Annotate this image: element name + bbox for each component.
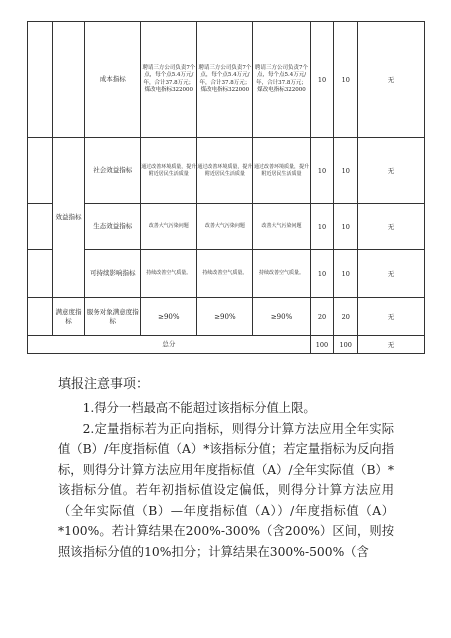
notes-body — [58, 398, 394, 562]
table-row-sustain — [28, 250, 425, 298]
indicator-plan: 持续改善空气质量。 — [141, 250, 197, 298]
indicator-target: 改善大气污染问题 — [197, 204, 253, 250]
score-max: 10 — [310, 22, 334, 138]
indicator-label: 成本指标 — [85, 22, 141, 138]
remark: 无 — [358, 250, 425, 298]
table-row-satisfaction — [28, 298, 425, 336]
total-remark: 无 — [358, 336, 425, 354]
total-score: 100 — [334, 336, 358, 354]
remark: 无 — [358, 138, 425, 204]
indicator-target: 持续改善空气质量。 — [197, 250, 253, 298]
indicator-plan: 聘请三方公司负责7个点，每个点5.4万元/年，合计37.8万元；煤改电指标322000 — [141, 22, 197, 138]
table-row-cost — [28, 22, 425, 138]
indicator-label: 可持续影响指标 — [85, 250, 141, 298]
indicator-label: 社会效益指标 — [85, 138, 141, 204]
indicator-plan: 改善大气污染问题 — [141, 204, 197, 250]
score-max: 10 — [310, 204, 334, 250]
empty-cell — [52, 22, 84, 138]
empty-cell — [28, 22, 53, 138]
total-label: 总分 — [28, 336, 311, 354]
performance-indicator-table — [27, 21, 425, 354]
remark: 无 — [358, 204, 425, 250]
score: 20 — [334, 298, 358, 336]
score-max: 10 — [310, 250, 334, 298]
score: 10 — [334, 22, 358, 138]
indicator-actual: 通过改善环境质量，提升附近居民生活质量 — [253, 138, 310, 204]
indicator-target: 聘请三方公司负责7个点，每个点5.4万元/年，合计37.8万元；煤改电指标322000 — [197, 22, 253, 138]
empty-cell — [28, 250, 53, 298]
remark: 无 — [358, 298, 425, 336]
note-item-1: 1.得分一档最高不能超过该指标分值上限。 — [82, 401, 316, 415]
indicator-actual: 改善大气污染问题 — [253, 204, 310, 250]
score-max: 10 — [310, 138, 334, 204]
score: 10 — [334, 250, 358, 298]
indicator-actual: 持续改善空气质量。 — [253, 250, 310, 298]
indicator-plan: ≥90% — [141, 298, 197, 336]
empty-cell — [28, 298, 53, 336]
empty-cell — [28, 204, 53, 250]
empty-cell — [28, 138, 53, 204]
indicator-label: 生态效益指标 — [85, 204, 141, 250]
table-row-eco — [28, 204, 425, 250]
indicator-actual: 聘请三方公司负责7个点，每个点5.4万元/年，合计37.8万元；煤改电指标322000 — [253, 22, 310, 138]
total-score-max: 100 — [310, 336, 334, 354]
indicator-label: 服务对象满意度指标 — [85, 298, 141, 336]
satisfaction-group-label: 满意度指标 — [52, 298, 84, 336]
benefit-group-label: 效益指标 — [52, 138, 84, 298]
note-item-2: 2.定量指标若为正向指标，则得分计算方法应用全年实际值（B）/年度指标值（A）*该指标分值；若定量指标为反向指标，则得分计算方法应用年度指标值（A）/全年实际值（B）*该指标分值。若年初指标值设定偏低，则得分计算方法应用（全年实际值（B）—年度指标值（A））/年度指标值（A）*100%。若计算结果在200%-300%（含200%）区间，则按照该指标分值的10%扣分；计算结果在300%-500%（含 — [58, 421, 394, 559]
notes-title: 填报注意事项： — [58, 377, 150, 392]
table-row-total — [28, 336, 425, 354]
indicator-target: ≥90% — [197, 298, 253, 336]
indicator-target: 通过改善环境质量，提升附近居民生活质量 — [197, 138, 253, 204]
remark: 无 — [358, 22, 425, 138]
indicator-actual: ≥90% — [253, 298, 310, 336]
score: 10 — [334, 204, 358, 250]
indicator-plan: 通过改善环境质量，提升附近居民生活质量 — [141, 138, 197, 204]
score-max: 20 — [310, 298, 334, 336]
score: 10 — [334, 138, 358, 204]
table-row-social — [28, 138, 425, 204]
